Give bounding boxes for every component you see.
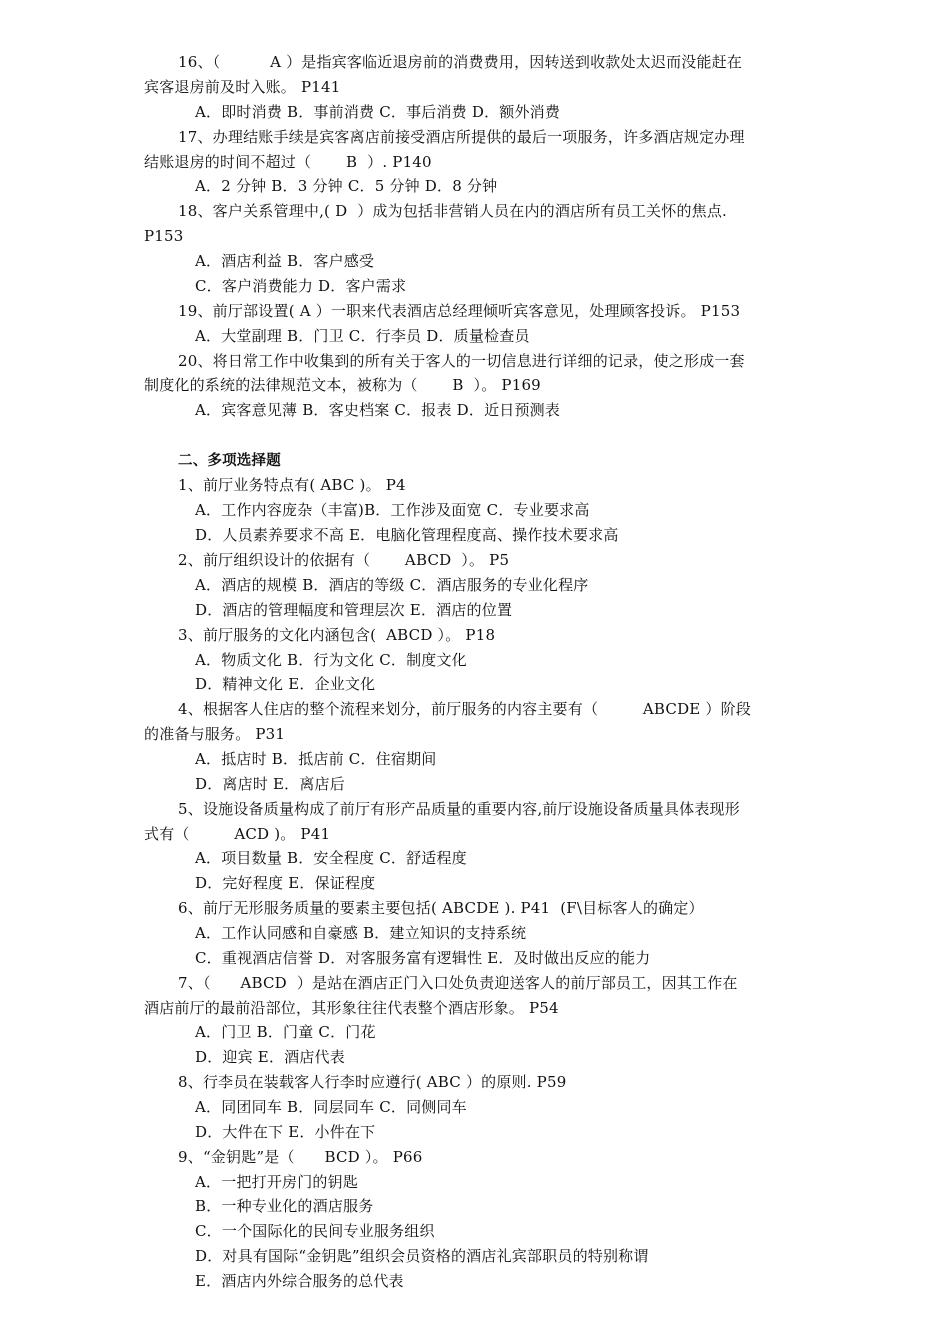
text-line: A．大堂副理 B．门卫 C．行李员 D．质量检查员 [195,327,530,345]
text-line: A．抵店时 B．抵店前 C．住宿期间 [195,750,437,768]
text-line: C．一个国际化的民间专业服务组织 [195,1222,435,1240]
text-line: 7、（ ABCD ）是站在酒店正门入口处负责迎送客人的前厅部员工，因其工作在 [178,974,738,992]
text-line: A．即时消费 B．事前消费 C．事后消费 D．额外消费 [195,103,561,121]
text-line: 制度化的系统的法律规范文本，被称为（ B ）。 P169 [144,376,541,394]
text-line: A．酒店利益 B．客户感受 [195,252,375,270]
text-line: 19、前厅部设置( A ）一职来代表酒店总经理倾听宾客意见，处理顾客投诉。 P153 [178,302,741,320]
text-line: 20、将日常工作中收集到的所有关于客人的一切信息进行详细的记录，使之形成一套 [178,352,745,370]
text-line: D．大件在下 E．小件在下 [195,1123,376,1141]
text-line: D．离店时 E．离店后 [195,775,345,793]
text-line: 6、前厅无形服务质量的要素主要包括( ABCDE ). P41 (F\目标客人的确定） [178,899,704,917]
text-line: 2、前厅组织设计的依据有（ ABCD ）。 P5 [178,551,510,569]
text-line: D．迎宾 E．酒店代表 [195,1048,345,1066]
section-heading: 二、多项选择题 [178,453,281,469]
text-line: 3、前厅服务的文化内涵包含( ABCD ）。 P18 [178,626,496,644]
text-line: A．同团同车 B．同层同车 C．同侧同车 [195,1098,467,1116]
text-line: D．人员素养要求不高 E．电脑化管理程度高、操作技术要求高 [195,526,619,544]
text-line: A．酒店的规模 B．酒店的等级 C．酒店服务的专业化程序 [195,576,589,594]
text-line: D．完好程度 E．保证程度 [195,874,376,892]
text-line: B．一种专业化的酒店服务 [195,1197,374,1215]
text-line: 酒店前厅的最前沿部位，其形象往往代表整个酒店形象。 P54 [144,999,559,1017]
text-line: 式有（ ACD )。 P41 [144,825,331,843]
text-line: 9、“金钥匙”是（ BCD ）。 P66 [178,1148,423,1166]
text-line: C．重视酒店信誉 D．对客服务富有逻辑性 E．及时做出反应的能力 [195,949,651,967]
text-line: 16、（ A ）是指宾客临近退房前的消费费用，因转送到收款处太迟而没能赶在 [178,53,743,71]
text-line: 18、客户关系管理中,( D ）成为包括非营销人员在内的酒店所有员工关怀的焦点. [178,202,728,220]
text-line: A．物质文化 B．行为文化 C．制度文化 [195,651,467,669]
text-line: 8、行李员在装载客人行李时应遵行( ABC ）的原则. P59 [178,1073,567,1091]
text-line: C．客户消费能力 D．客户需求 [195,277,407,295]
text-line: P153 [144,227,184,245]
text-line: E．酒店内外综合服务的总代表 [195,1272,404,1290]
text-line: A．一把打开房门的钥匙 [195,1173,359,1191]
text-line: 的准备与服务。 P31 [144,725,286,743]
text-line: 5、设施设备质量构成了前厅有形产品质量的重要内容,前厅设施设备质量具体表现形 [178,800,740,818]
text-line: D．精神文化 E．企业文化 [195,675,376,693]
text-line: 结账退房的时间不超过（ B ）. P140 [144,153,432,171]
text-line: D．对具有国际“金钥匙”组织会员资格的酒店礼宾部职员的特别称谓 [195,1247,649,1265]
text-line: A．门卫 B．门童 C．门花 [195,1023,376,1041]
text-line: A．项目数量 B．安全程度 C．舒适程度 [195,849,467,867]
text-line: A．宾客意见薄 B．客史档案 C．报表 D．近日预测表 [195,401,561,419]
text-line: A．2 分钟 B．3 分钟 C．5 分钟 D．8 分钟 [195,177,498,195]
text-line: D．酒店的管理幅度和管理层次 E．酒店的位置 [195,601,513,619]
text-line: A．工作内容庞杂（丰富)B．工作涉及面宽 C．专业要求高 [195,501,590,519]
text-line: 17、办理结账手续是宾客离店前接受酒店所提供的最后一项服务，许多酒店规定办理 [178,128,745,146]
text-line: A．工作认同感和自豪感 B．建立知识的支持系统 [195,924,527,942]
text-line: 4、根据客人住店的整个流程来划分，前厅服务的内容主要有（ ABCDE ）阶段 [178,700,752,718]
text-line: 宾客退房前及时入账。 P141 [144,78,341,96]
text-line: 1、前厅业务特点有( ABC )。 P4 [178,476,406,494]
